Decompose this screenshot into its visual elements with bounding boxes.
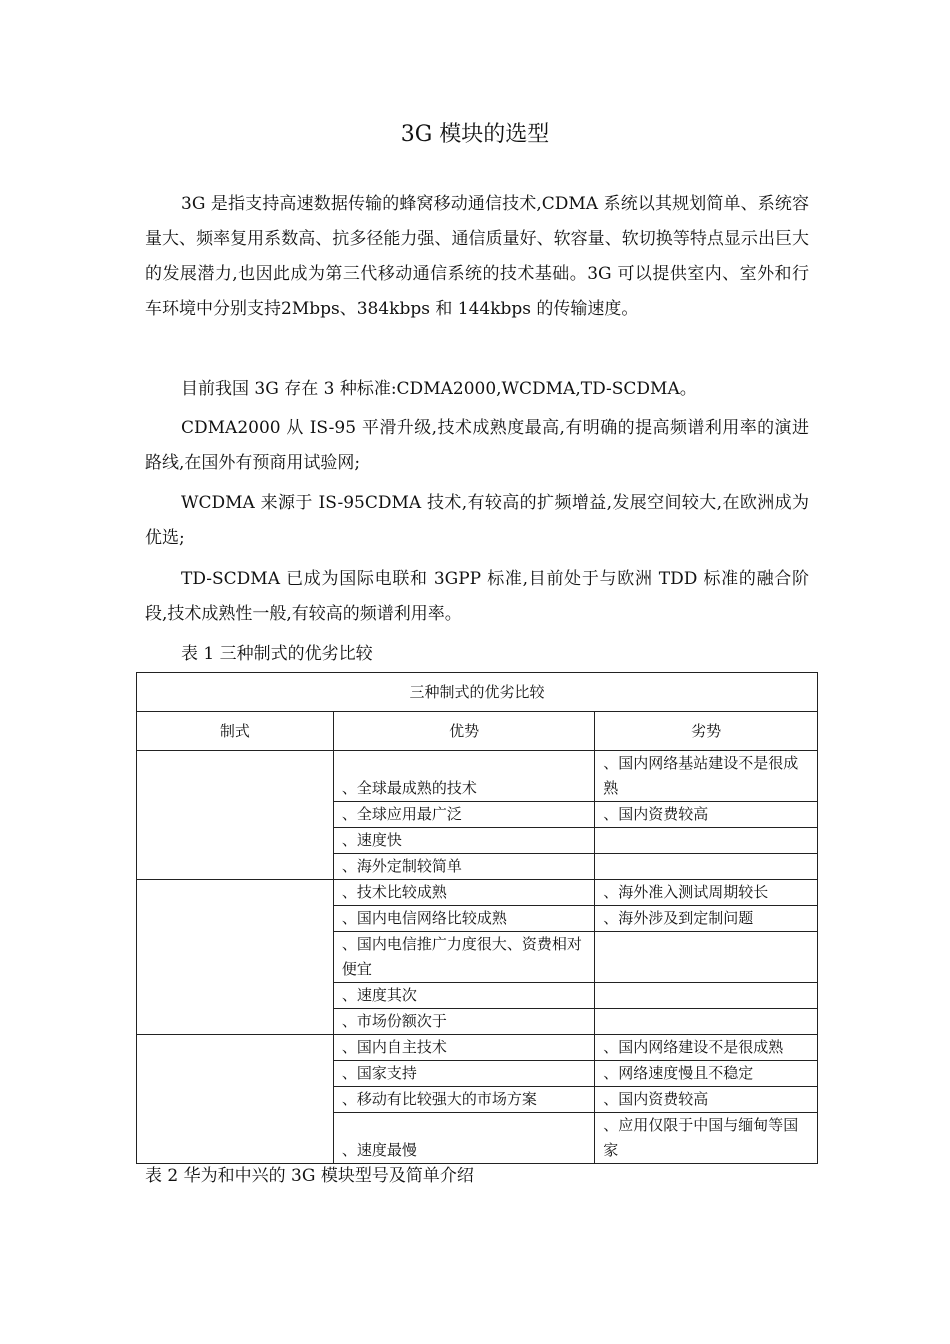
disadvantage-cell: 、海外准入测试周期较长 bbox=[595, 880, 818, 906]
disadvantage-cell: 、网络速度慢且不稳定 bbox=[595, 1061, 818, 1087]
advantage-cell: 、移动有比较强大的市场方案 bbox=[333, 1087, 594, 1113]
header-system: 制式 bbox=[137, 712, 334, 751]
advantage-cell: 、国内自主技术 bbox=[333, 1035, 594, 1061]
advantage-cell: 、国家支持 bbox=[333, 1061, 594, 1087]
table-row bbox=[137, 880, 818, 906]
disadvantage-cell bbox=[595, 1009, 818, 1035]
system-cell bbox=[137, 880, 334, 1035]
header-advantages: 优势 bbox=[333, 712, 594, 751]
paragraph-wcdma: WCDMA 来源于 IS-95CDMA 技术,有较高的扩频增益,发展空间较大,在欧洲成为优选; bbox=[145, 493, 809, 548]
advantage-cell: 、海外定制较简单 bbox=[333, 854, 594, 880]
page-title: 3G 模块的选型 bbox=[400, 122, 550, 147]
disadvantage-cell: 、国内网络基站建设不是很成熟 bbox=[595, 751, 818, 802]
advantage-cell: 、全球应用最广泛 bbox=[333, 802, 594, 828]
advantage-cell: 、速度其次 bbox=[333, 983, 594, 1009]
table1-caption: 表 1 三种制式的优劣比较 bbox=[181, 644, 373, 664]
disadvantage-cell bbox=[595, 828, 818, 854]
table-row bbox=[137, 751, 818, 802]
advantage-cell: 、速度快 bbox=[333, 828, 594, 854]
table-header-row bbox=[137, 712, 818, 751]
system-cell bbox=[137, 1035, 334, 1164]
advantage-cell: 、国内电信网络比较成熟 bbox=[333, 906, 594, 932]
table2-caption: 表 2 华为和中兴的 3G 模块型号及简单介绍 bbox=[145, 1166, 474, 1186]
disadvantage-cell bbox=[595, 983, 818, 1009]
advantage-cell: 、技术比较成熟 bbox=[333, 880, 594, 906]
paragraph-3g-intro: 3G 是指支持高速数据传输的蜂窝移动通信技术,CDMA 系统以其规划简单、系统容量大、频率复用系数高、抗多径能力强、通信质量好、软容量、软切换等特点显示出巨大的发展潜力,也因此成为第三代移动通信系统的技术基础。3G 可以提供室内、室外和行车环境中分别支持2Mbps、384kbps 和 144kbps 的传输速度。 bbox=[145, 194, 809, 319]
disadvantage-cell bbox=[595, 854, 818, 880]
paragraph-cdma2000: CDMA2000 从 IS-95 平滑升级,技术成熟度最高,有明确的提高频谱利用率的演进路线,在国外有预商用试验网; bbox=[145, 418, 809, 473]
advantage-cell: 、国内电信推广力度很大、资费相对便宜 bbox=[333, 932, 594, 983]
advantage-cell: 、全球最成熟的技术 bbox=[333, 751, 594, 802]
system-cell bbox=[137, 751, 334, 880]
table-row bbox=[137, 1035, 818, 1061]
paragraph-standards: 目前我国 3G 存在 3 种标准:CDMA2000,WCDMA,TD-SCDMA。 bbox=[181, 379, 697, 399]
disadvantage-cell: 、应用仅限于中国与缅甸等国家 bbox=[595, 1113, 818, 1164]
comparison-table bbox=[136, 672, 818, 1164]
advantage-cell: 、速度最慢 bbox=[333, 1113, 594, 1164]
table-title: 三种制式的优劣比较 bbox=[137, 673, 818, 712]
header-disadvantages: 劣势 bbox=[595, 712, 818, 751]
disadvantage-cell bbox=[595, 932, 818, 983]
disadvantage-cell: 、海外涉及到定制问题 bbox=[595, 906, 818, 932]
advantage-cell: 、市场份额次于 bbox=[333, 1009, 594, 1035]
table-title-row bbox=[137, 673, 818, 712]
disadvantage-cell: 、国内资费较高 bbox=[595, 802, 818, 828]
paragraph-td-scdma: TD-SCDMA 已成为国际电联和 3GPP 标准,目前处于与欧洲 TDD 标准的融合阶段,技术成熟性一般,有较高的频谱利用率。 bbox=[145, 569, 809, 624]
disadvantage-cell: 、国内网络建设不是很成熟 bbox=[595, 1035, 818, 1061]
disadvantage-cell: 、国内资费较高 bbox=[595, 1087, 818, 1113]
